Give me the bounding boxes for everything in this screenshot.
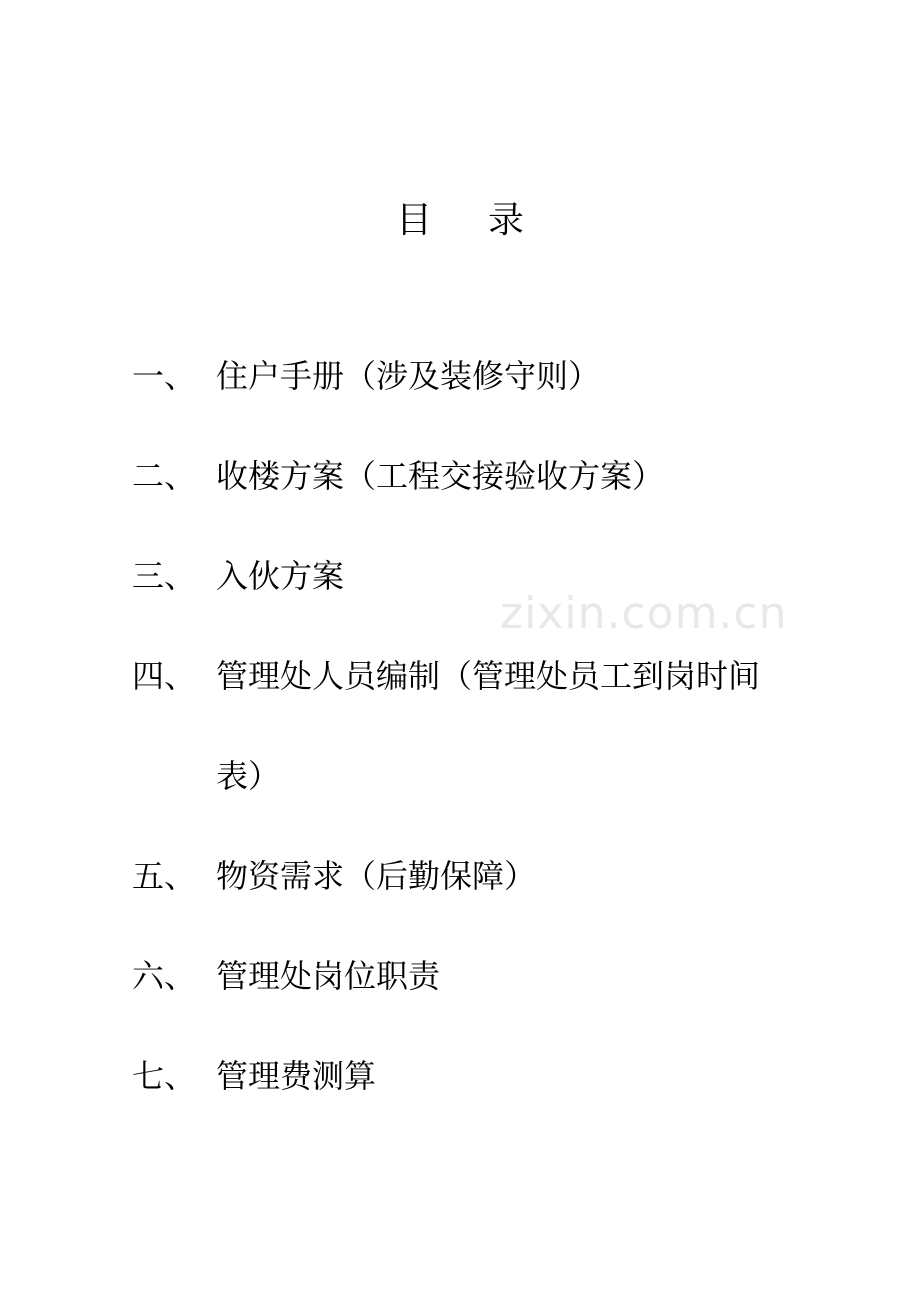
title-char-1: 目 <box>395 200 432 241</box>
toc-item-text: 收楼方案（工程交接验收方案） <box>216 457 665 495</box>
toc-item-number: 七、 <box>132 1057 197 1095</box>
toc-item-text: 物资需求（后勤保障） <box>216 857 537 895</box>
toc-item-text: 管理费测算 <box>216 1057 377 1095</box>
toc-item-number: 四、 <box>132 657 197 695</box>
toc-item <box>132 826 792 926</box>
toc-item-number: 一、 <box>132 357 197 395</box>
toc-item <box>132 326 792 426</box>
toc-item <box>132 1026 792 1126</box>
toc-item <box>132 926 792 1026</box>
toc-item-number: 三、 <box>132 557 197 595</box>
toc-item <box>132 526 792 626</box>
toc-item-number: 五、 <box>132 857 197 895</box>
title-char-2: 录 <box>488 200 525 241</box>
toc-item-text: 住户手册（涉及装修守则） <box>216 357 601 395</box>
toc-item-number: 二、 <box>132 457 197 495</box>
table-of-contents <box>132 326 792 1126</box>
toc-item-text: 管理处人员编制（管理处员工到岗时间表） <box>216 657 761 795</box>
toc-item-text: 管理处岗位职责 <box>216 957 441 995</box>
toc-item-number: 六、 <box>132 957 197 995</box>
watermark: zixin.com.cn <box>500 588 788 639</box>
toc-item-text: 入伙方案 <box>216 557 345 595</box>
toc-item <box>132 626 792 826</box>
toc-item <box>132 426 792 526</box>
page-title <box>0 196 920 246</box>
